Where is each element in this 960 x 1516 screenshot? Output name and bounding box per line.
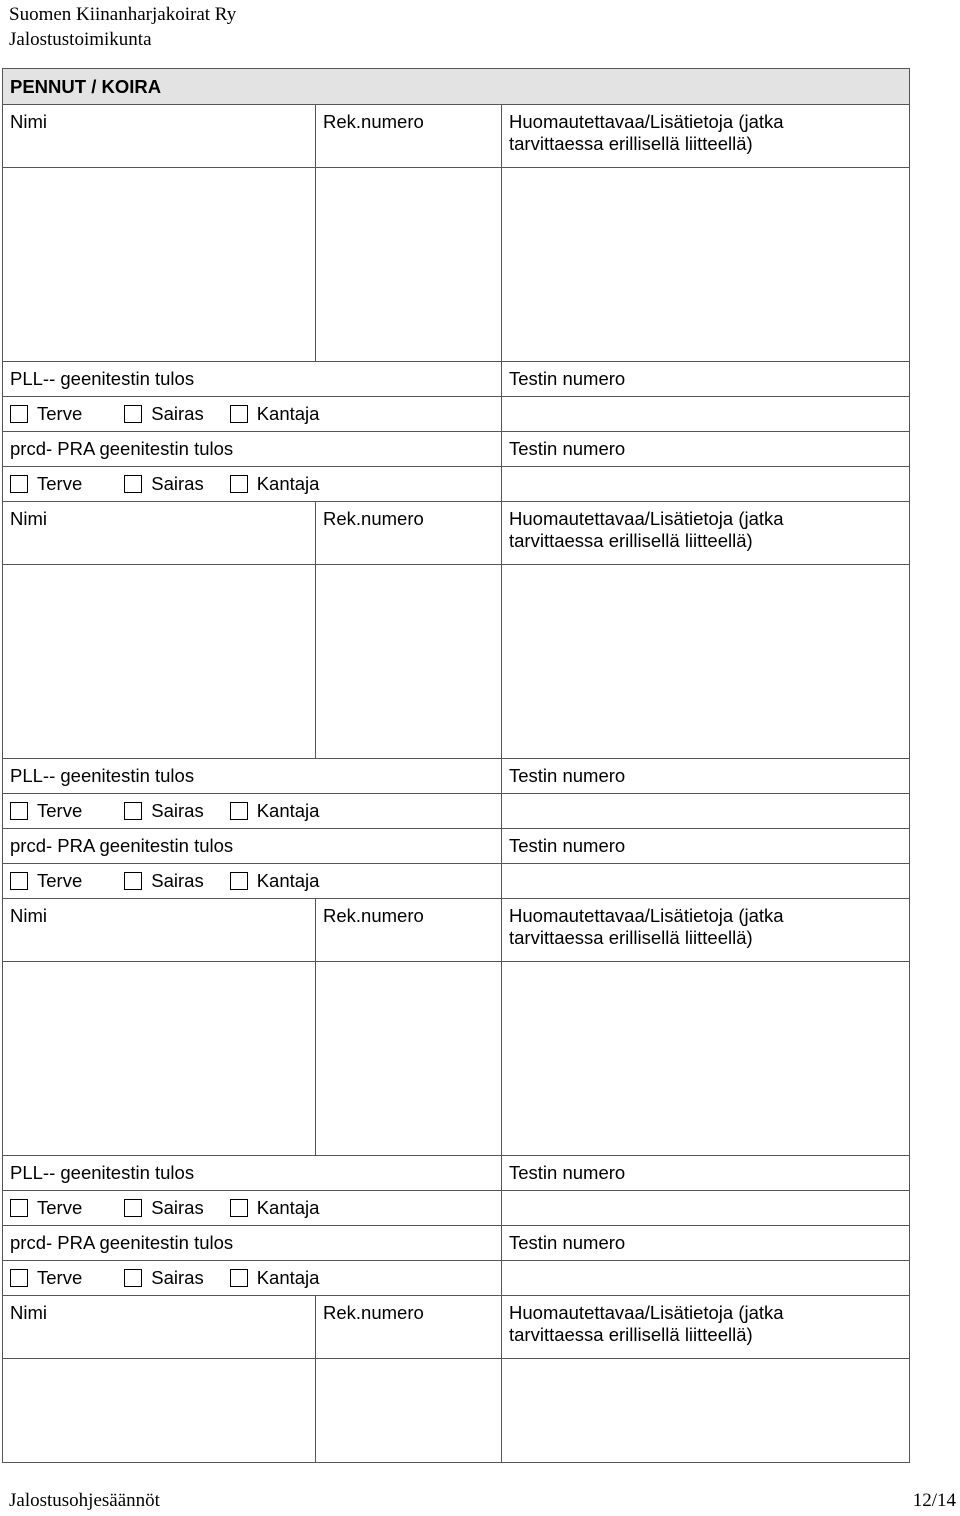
- prcd-label-row: [3, 829, 910, 864]
- reg-number-header: Rek.numero: [316, 899, 502, 962]
- prcd-test-label: prcd- PRA geenitestin tulos: [3, 432, 502, 467]
- dog-entry-fields: [3, 962, 910, 1156]
- checkbox-icon[interactable]: [10, 1199, 28, 1217]
- dog-entry-fields: [3, 565, 910, 759]
- checkbox-icon[interactable]: [124, 405, 142, 423]
- name-header: Nimi: [3, 502, 316, 565]
- document-footer: [9, 1490, 956, 1512]
- notes-header: Huomautettavaa/Lisätietoja (jatka tarvittaessa erillisellä liitteellä): [502, 502, 910, 565]
- pll-test-number-label: Testin numero: [502, 759, 910, 794]
- pll-label-row: [3, 759, 910, 794]
- notes-field[interactable]: [502, 168, 910, 362]
- pll-test-number-field[interactable]: [502, 1191, 910, 1226]
- puppy-form-table: [2, 68, 910, 1463]
- prcd-test-number-field[interactable]: [502, 467, 910, 502]
- pll-result-options: [3, 794, 502, 829]
- prcd-result-options: [3, 467, 502, 502]
- pll-sick-option[interactable]: Sairas: [124, 800, 203, 822]
- checkbox-icon[interactable]: [10, 802, 28, 820]
- page-number: 12/14: [912, 1490, 956, 1511]
- notes-field[interactable]: [502, 565, 910, 759]
- reg-number-header: Rek.numero: [316, 1296, 502, 1359]
- dog-entry-header: [3, 1296, 910, 1359]
- checkbox-icon[interactable]: [230, 872, 248, 890]
- checkbox-icon[interactable]: [10, 872, 28, 890]
- prcd-healthy-option[interactable]: Terve: [10, 870, 82, 892]
- checkbox-icon[interactable]: [230, 1199, 248, 1217]
- pll-healthy-option[interactable]: Terve: [10, 403, 82, 425]
- name-header: Nimi: [3, 899, 316, 962]
- pll-test-number-field[interactable]: [502, 397, 910, 432]
- pll-result-options: [3, 1191, 502, 1226]
- pll-carrier-option[interactable]: Kantaja: [230, 403, 320, 425]
- prcd-test-label: prcd- PRA geenitestin tulos: [3, 829, 502, 864]
- notes-field[interactable]: [502, 1359, 910, 1463]
- pll-sick-option[interactable]: Sairas: [124, 403, 203, 425]
- prcd-label-row: [3, 1226, 910, 1261]
- checkbox-icon[interactable]: [230, 475, 248, 493]
- reg-number-field[interactable]: [316, 1359, 502, 1463]
- name-header: Nimi: [3, 1296, 316, 1359]
- checkbox-icon[interactable]: [124, 872, 142, 890]
- prcd-result-row: [3, 864, 910, 899]
- pll-test-label: PLL-- geenitestin tulos: [3, 362, 502, 397]
- prcd-test-number-label: Testin numero: [502, 432, 910, 467]
- dog-entry-header: [3, 502, 910, 565]
- dog-entry-header: [3, 105, 910, 168]
- prcd-result-row: [3, 1261, 910, 1296]
- pll-label-row: [3, 1156, 910, 1191]
- prcd-test-label: prcd- PRA geenitestin tulos: [3, 1226, 502, 1261]
- checkbox-icon[interactable]: [124, 1199, 142, 1217]
- prcd-label-row: [3, 432, 910, 467]
- form-title: PENNUT / KOIRA: [3, 69, 910, 105]
- checkbox-icon[interactable]: [10, 1269, 28, 1287]
- dog-entry-fields: [3, 1359, 910, 1463]
- dog-entry-fields: [3, 168, 910, 362]
- name-header: Nimi: [3, 105, 316, 168]
- reg-number-field[interactable]: [316, 168, 502, 362]
- name-field[interactable]: [3, 1359, 316, 1463]
- pll-test-number-label: Testin numero: [502, 362, 910, 397]
- pll-result-row: [3, 397, 910, 432]
- reg-number-field[interactable]: [316, 565, 502, 759]
- pll-healthy-option[interactable]: Terve: [10, 800, 82, 822]
- checkbox-icon[interactable]: [230, 405, 248, 423]
- prcd-sick-option[interactable]: Sairas: [124, 473, 203, 495]
- checkbox-icon[interactable]: [124, 802, 142, 820]
- reg-number-field[interactable]: [316, 962, 502, 1156]
- pll-result-row: [3, 1191, 910, 1226]
- document-header: [9, 2, 236, 52]
- pll-test-label: PLL-- geenitestin tulos: [3, 1156, 502, 1191]
- pll-carrier-option[interactable]: Kantaja: [230, 800, 320, 822]
- dog-entry-header: [3, 899, 910, 962]
- footer-document-title: Jalostusohjesäännöt: [9, 1490, 160, 1511]
- pll-result-row: [3, 794, 910, 829]
- reg-number-header: Rek.numero: [316, 105, 502, 168]
- pll-label-row: [3, 362, 910, 397]
- pll-test-number-field[interactable]: [502, 794, 910, 829]
- prcd-healthy-option[interactable]: Terve: [10, 1267, 82, 1289]
- notes-field[interactable]: [502, 962, 910, 1156]
- checkbox-icon[interactable]: [124, 475, 142, 493]
- form-title-row: [3, 69, 910, 105]
- prcd-carrier-option[interactable]: Kantaja: [230, 473, 320, 495]
- prcd-result-options: [3, 1261, 502, 1296]
- notes-header: Huomautettavaa/Lisätietoja (jatka tarvittaessa erillisellä liitteellä): [502, 105, 910, 168]
- pll-sick-option[interactable]: Sairas: [124, 1197, 203, 1219]
- club-name: Suomen Kiinanharjakoirat Ry: [9, 4, 237, 25]
- pll-result-options: [3, 397, 502, 432]
- pll-test-number-label: Testin numero: [502, 1156, 910, 1191]
- notes-header: Huomautettavaa/Lisätietoja (jatka tarvittaessa erillisellä liitteellä): [502, 1296, 910, 1359]
- committee-name: Jalostustoimikunta: [9, 29, 152, 50]
- checkbox-icon[interactable]: [230, 1269, 248, 1287]
- prcd-result-row: [3, 467, 910, 502]
- prcd-carrier-option[interactable]: Kantaja: [230, 1267, 320, 1289]
- name-field[interactable]: [3, 962, 316, 1156]
- prcd-test-number-field[interactable]: [502, 864, 910, 899]
- checkbox-icon[interactable]: [10, 475, 28, 493]
- reg-number-header: Rek.numero: [316, 502, 502, 565]
- pll-test-label: PLL-- geenitestin tulos: [3, 759, 502, 794]
- checkbox-icon[interactable]: [230, 802, 248, 820]
- prcd-test-number-label: Testin numero: [502, 829, 910, 864]
- pll-carrier-option[interactable]: Kantaja: [230, 1197, 320, 1219]
- prcd-test-number-label: Testin numero: [502, 1226, 910, 1261]
- prcd-healthy-option[interactable]: Terve: [10, 473, 82, 495]
- prcd-sick-option[interactable]: Sairas: [124, 870, 203, 892]
- name-field[interactable]: [3, 565, 316, 759]
- prcd-carrier-option[interactable]: Kantaja: [230, 870, 320, 892]
- checkbox-icon[interactable]: [10, 405, 28, 423]
- notes-header: Huomautettavaa/Lisätietoja (jatka tarvittaessa erillisellä liitteellä): [502, 899, 910, 962]
- checkbox-icon[interactable]: [124, 1269, 142, 1287]
- prcd-result-options: [3, 864, 502, 899]
- prcd-test-number-field[interactable]: [502, 1261, 910, 1296]
- name-field[interactable]: [3, 168, 316, 362]
- prcd-sick-option[interactable]: Sairas: [124, 1267, 203, 1289]
- pll-healthy-option[interactable]: Terve: [10, 1197, 82, 1219]
